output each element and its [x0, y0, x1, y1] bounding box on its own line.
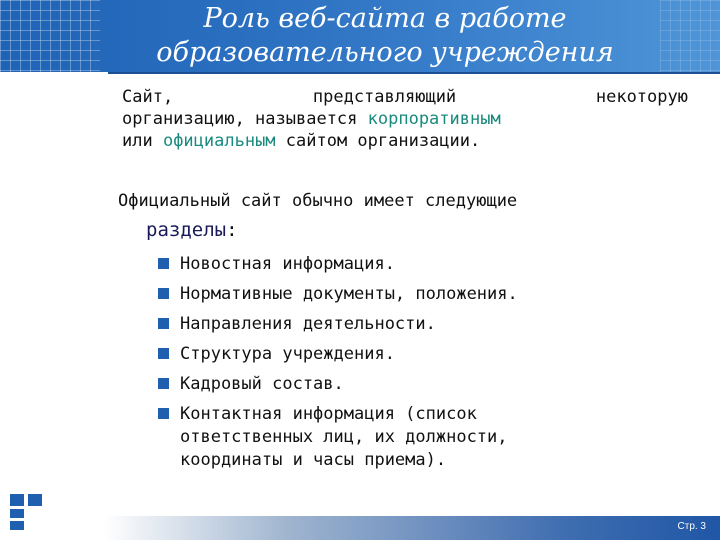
paragraph-line-1	[122, 86, 688, 108]
side-band	[0, 72, 104, 516]
page-number: Стр. 3	[677, 521, 706, 532]
list-item	[154, 313, 694, 336]
paragraph-text: организацию, называется	[122, 109, 368, 129]
slide-title-line1: Роль веб-сайта в работе	[203, 3, 567, 34]
paragraph-word: некоторую	[595, 87, 688, 107]
sections-colon: :	[226, 219, 238, 241]
highlight-corporate: корпоративным	[367, 109, 501, 129]
header-divider	[108, 72, 720, 74]
list-item	[154, 253, 694, 276]
list-item-text-cont: ответственных лиц, их должности,	[180, 427, 508, 447]
definition-paragraph	[122, 86, 688, 152]
paragraph-word: представляющий	[312, 87, 457, 107]
bullet-square-icon	[158, 408, 169, 419]
paragraph-word: Сайт,	[122, 87, 174, 107]
sections-heading	[146, 219, 238, 241]
list-item	[154, 403, 694, 472]
list-item-text: Кадровый состав.	[180, 374, 344, 394]
bullet-square-icon	[158, 348, 169, 359]
paragraph-text: или	[122, 131, 163, 151]
bullet-square-icon	[158, 318, 169, 329]
paragraph-text: сайтом организации.	[275, 131, 481, 151]
header-grid-decoration	[0, 0, 100, 72]
list-item-text: Контактная информация (список	[180, 404, 477, 424]
slide-title	[110, 2, 660, 70]
footer-bar	[104, 516, 720, 540]
list-item-text: Структура учреждения.	[180, 344, 395, 364]
list-item-text: Направления деятельности.	[180, 314, 436, 334]
list-item-text-cont: координаты и часы приема).	[180, 450, 447, 470]
slide-header	[0, 0, 720, 72]
highlight-official: официальным	[162, 131, 276, 151]
header-grid-decoration-right	[660, 0, 720, 72]
list-item	[154, 283, 694, 306]
sections-list	[154, 253, 694, 479]
list-item-text: Нормативные документы, положения.	[180, 284, 518, 304]
bullet-square-icon	[158, 258, 169, 269]
list-item	[154, 373, 694, 396]
slide-title-line2: образовательного учреждения	[156, 37, 614, 68]
paragraph-line-2	[122, 108, 688, 130]
list-item-text: Новостная информация.	[180, 254, 395, 274]
corner-logo-icon	[10, 494, 44, 530]
paragraph-line-3	[122, 130, 688, 152]
bullet-square-icon	[158, 288, 169, 299]
list-item	[154, 343, 694, 366]
bullet-square-icon	[158, 378, 169, 389]
sections-word: разделы	[146, 219, 227, 241]
sections-intro: Официальный сайт обычно имеет следующие	[118, 191, 518, 211]
